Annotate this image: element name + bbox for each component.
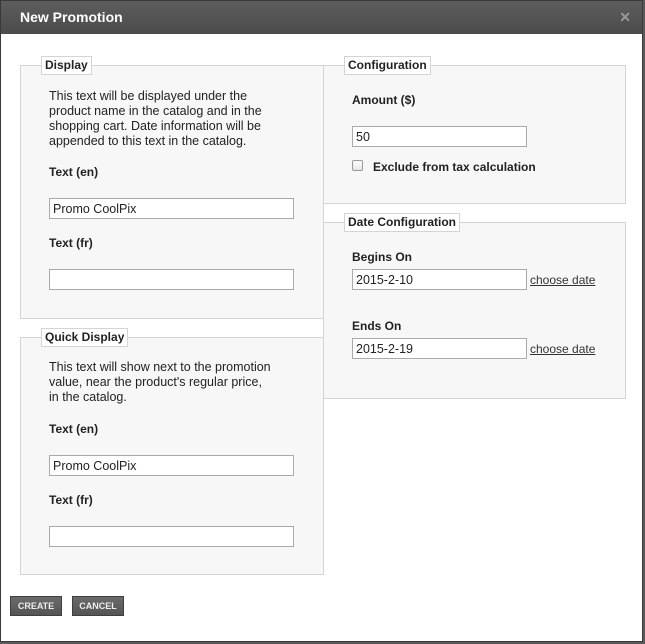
begins-on-label: Begins On bbox=[352, 250, 413, 264]
display-text-fr-input[interactable] bbox=[49, 269, 294, 290]
begins-on-input[interactable] bbox=[352, 269, 527, 290]
quick-display-description-line: in the catalog. bbox=[49, 390, 127, 404]
quick-display-description-line: This text will show next to the promotion bbox=[49, 360, 271, 374]
dialog-title: New Promotion bbox=[20, 9, 123, 25]
quick-display-description-line: value, near the product's regular price, bbox=[49, 375, 262, 389]
begins-choose-date-link[interactable]: choose date bbox=[530, 273, 596, 287]
display-description-line: appended to this text in the catalog. bbox=[49, 134, 247, 148]
quick-display-description bbox=[49, 360, 271, 405]
quick-display-text-en-label: Text (en) bbox=[49, 422, 99, 436]
quick-display-legend: Quick Display bbox=[41, 328, 128, 347]
cancel-button[interactable]: CANCEL bbox=[72, 596, 124, 616]
display-text-en-input[interactable] bbox=[49, 198, 294, 219]
quick-display-text-fr-label: Text (fr) bbox=[49, 493, 93, 507]
exclude-tax-checkbox[interactable] bbox=[352, 160, 363, 171]
configuration-fieldset bbox=[323, 58, 626, 204]
amount-label: Amount ($) bbox=[352, 93, 416, 107]
ends-on-input[interactable] bbox=[352, 338, 527, 359]
amount-input[interactable] bbox=[352, 126, 527, 147]
configuration-legend: Configuration bbox=[344, 56, 431, 75]
dialog-titlebar[interactable] bbox=[1, 1, 642, 35]
display-fieldset bbox=[20, 58, 324, 319]
exclude-tax-label: Exclude from tax calculation bbox=[373, 160, 536, 174]
quick-display-text-en-input[interactable] bbox=[49, 455, 294, 476]
create-button[interactable]: CREATE bbox=[10, 596, 62, 616]
display-text-fr-label: Text (fr) bbox=[49, 236, 93, 250]
quick-display-fieldset bbox=[20, 330, 324, 575]
display-description-line: product name in the catalog and in the bbox=[49, 104, 262, 118]
close-icon[interactable]: ✕ bbox=[619, 9, 631, 25]
display-text-en-label: Text (en) bbox=[49, 165, 99, 179]
display-description-line: This text will be displayed under the bbox=[49, 89, 248, 103]
display-description-line: shopping cart. Date information will be bbox=[49, 119, 261, 133]
dialog-content bbox=[1, 34, 642, 641]
date-configuration-legend: Date Configuration bbox=[344, 213, 460, 232]
date-configuration-fieldset bbox=[323, 215, 626, 399]
display-legend: Display bbox=[41, 56, 92, 75]
display-description bbox=[49, 89, 262, 149]
quick-display-text-fr-input[interactable] bbox=[49, 526, 294, 547]
ends-choose-date-link[interactable]: choose date bbox=[530, 342, 596, 356]
ends-on-label: Ends On bbox=[352, 319, 402, 333]
